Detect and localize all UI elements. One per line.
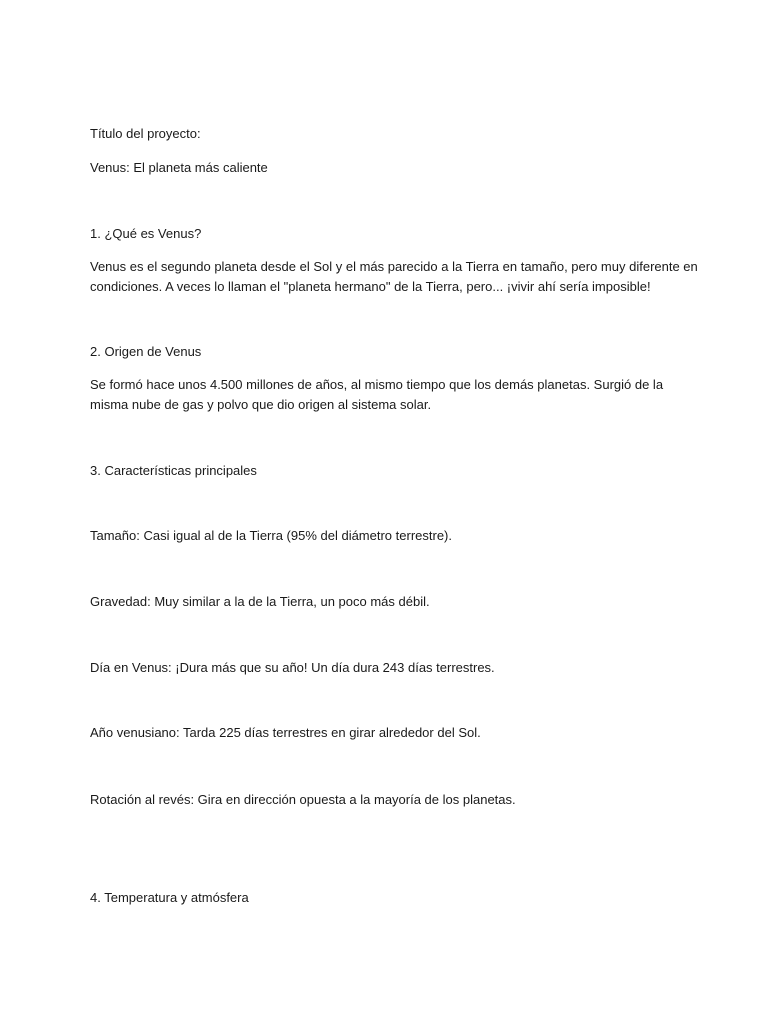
section-4-heading: 4. Temperatura y atmósfera xyxy=(90,890,249,905)
section-2-body xyxy=(90,375,690,415)
feature-size: Tamaño: Casi igual al de la Tierra (95% del diámetro terrestre). xyxy=(90,528,452,543)
section-1-body-line-1: Venus es el segundo planeta desde el Sol y el más parecido a la Tierra en tamaño, pero muy diferente en xyxy=(90,259,698,274)
project-label: Título del proyecto: xyxy=(90,126,201,141)
project-title: Venus: El planeta más caliente xyxy=(90,160,268,175)
section-3-heading: 3. Características principales xyxy=(90,463,257,478)
feature-rotation: Rotación al revés: Gira en dirección opuesta a la mayoría de los planetas. xyxy=(90,792,516,807)
section-1-body-line-2: condiciones. A veces lo llaman el "planeta hermano" de la Tierra, pero... ¡vivir ahí sería imposible! xyxy=(90,279,651,294)
feature-year: Año venusiano: Tarda 225 días terrestres en girar alrededor del Sol. xyxy=(90,725,481,740)
section-2-heading: 2. Origen de Venus xyxy=(90,344,202,359)
section-1-heading: 1. ¿Qué es Venus? xyxy=(90,226,202,241)
section-2-body-line-1: Se formó hace unos 4.500 millones de años, al mismo tiempo que los demás planetas. Surgió de la xyxy=(90,377,664,392)
section-2-body-line-2: misma nube de gas y polvo que dio origen al sistema solar. xyxy=(90,397,432,412)
feature-day: Día en Venus: ¡Dura más que su año! Un día dura 243 días terrestres. xyxy=(90,660,495,675)
section-1-body xyxy=(90,257,698,297)
feature-gravity: Gravedad: Muy similar a la de la Tierra, un poco más débil. xyxy=(90,594,430,609)
